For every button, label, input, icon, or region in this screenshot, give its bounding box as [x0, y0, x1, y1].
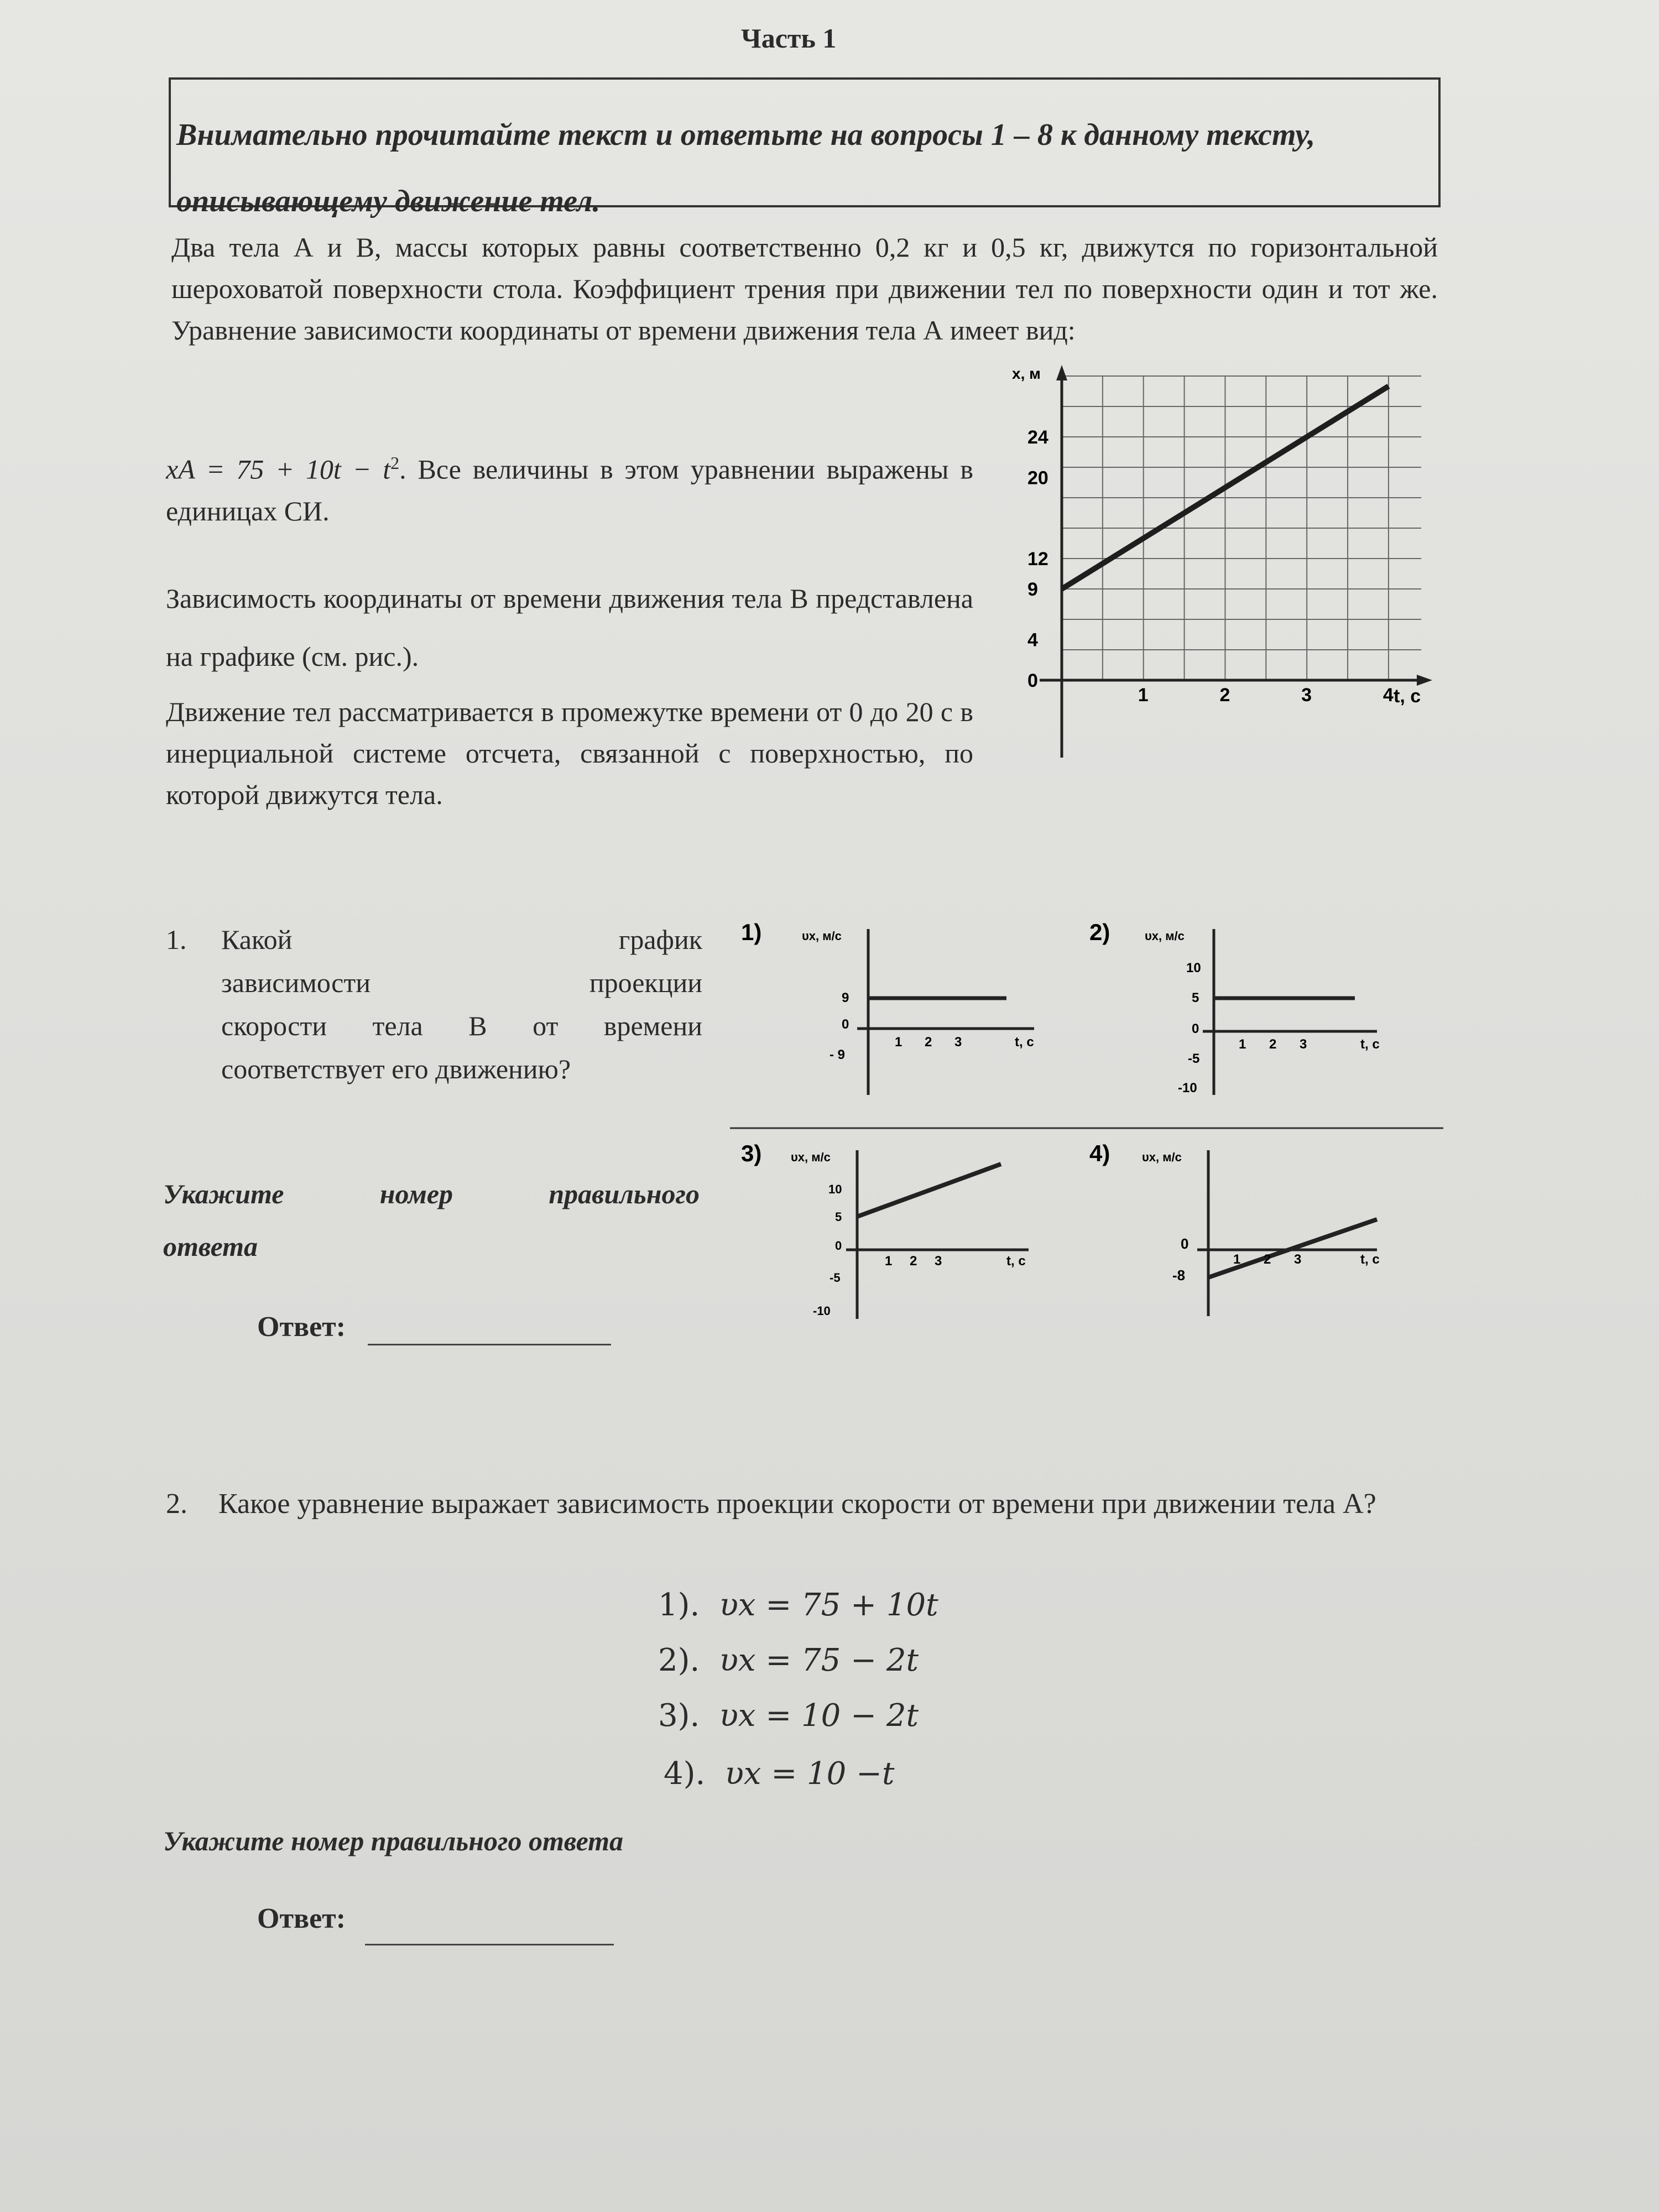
question-2: [166, 1477, 1465, 1532]
question-2-text: Какое уравнение выражает зависимость проекции скорости от времени при движении тела А?: [218, 1488, 1376, 1520]
main-graph-x-arrow: [1417, 675, 1432, 686]
q1-option-1-ytick: - 9: [830, 1047, 846, 1062]
q1-option-4-xtick: 3: [1294, 1252, 1302, 1267]
question-2-option-4: [664, 1756, 895, 1792]
main-graph-xlabel: t, c: [1394, 686, 1421, 707]
q1-option-3-ytick: -10: [813, 1304, 831, 1318]
q1-option-3-xtick: 3: [935, 1254, 942, 1269]
main-graph-y-tick: 4: [1027, 629, 1038, 651]
q1-option-2-ylabel: υx, м/с: [1145, 929, 1185, 943]
q1-option-2-label: 2): [1089, 919, 1110, 945]
main-graph-x-tick: 2: [1219, 685, 1230, 706]
question-2-option-1-equation: υx = 75 + 10t: [719, 1587, 938, 1623]
main-graph-y-tick: 20: [1027, 467, 1048, 489]
q1-option-3-xlabel: t, c: [1006, 1254, 1026, 1269]
q1-option-2-xlabel: t, c: [1360, 1037, 1380, 1052]
q1-option-2-ytick: -5: [1188, 1051, 1200, 1066]
question-2-option-3: [658, 1698, 919, 1734]
question-1-line-1: Какой график: [221, 924, 702, 955]
instruction-box: Внимательно прочитайте текст и ответьте на вопросы 1 – 8 к данному тексту, описывающему движение тел.: [169, 77, 1441, 207]
main-graph-y-tick: 9: [1027, 579, 1038, 600]
main-graph-x-tick: 4: [1383, 685, 1394, 706]
q1-option-1-ytick: 0: [842, 1017, 849, 1032]
q1-option-1-xtick: 2: [925, 1035, 932, 1050]
q1-option-2-ytick: 5: [1192, 990, 1199, 1005]
q1-option-1-graph: [741, 919, 1034, 1095]
main-graph-ylabel: x, м: [1012, 365, 1041, 382]
question-2-option-1: [658, 1587, 938, 1623]
q1-option-1-label: 1): [741, 919, 762, 945]
q1-option-4-xtick: 2: [1264, 1252, 1271, 1267]
question-2-option-4-equation: υx = 10 −t: [724, 1756, 895, 1792]
q1-option-2-ytick: 0: [1192, 1021, 1199, 1036]
equation-line: [166, 442, 973, 532]
q1-option-3-ytick: 5: [835, 1210, 842, 1224]
question-1-hint: Укажите номер правильного: [163, 1178, 700, 1209]
q1-option-1-xtick: 3: [954, 1035, 962, 1050]
q1-option-2-xtick: 2: [1269, 1037, 1277, 1052]
question-1-line-2: зависимости проекции: [221, 967, 702, 998]
question-2-option-1-number: 1).: [658, 1587, 700, 1623]
question-1-answer-field[interactable]: [368, 1344, 611, 1345]
q1-option-1-ylabel: υx, м/с: [802, 929, 842, 943]
question-2-hint: Укажите номер правильного ответа: [163, 1825, 624, 1856]
equation-suffix: . Все величины в этом уравнении выражены в единицах СИ.: [166, 453, 973, 526]
equation-prefix: xA = 75 + 10t − t: [166, 453, 391, 485]
question-1-number: 1.: [166, 924, 187, 955]
main-graph-body-b: [1006, 359, 1504, 780]
question-2-option-2-equation: υx = 75 − 2t: [719, 1642, 919, 1678]
q1-option-1-xtick: 1: [895, 1035, 902, 1050]
q1-option-2-ytick: -10: [1178, 1081, 1197, 1095]
question-2-answer-label: Ответ:: [257, 1903, 346, 1934]
q1-option-4-ytick: 0: [1181, 1235, 1189, 1252]
question-2-option-2: [658, 1642, 919, 1678]
q1-option-3-xtick: 2: [910, 1254, 917, 1269]
main-graph-x-tick: 3: [1301, 685, 1312, 706]
intro-paragraph-4: Движение тел рассматривается в промежутке времени от 0 до 20 с в инерциальной системе отсчета, связанной с поверхностью, по которой движутся тела.: [166, 696, 973, 810]
question-1-line-3: скорости тела В от времени: [221, 1010, 702, 1041]
intro-paragraph-3: Зависимость координаты от времени движения тела В представлена на графике (см. рис.).: [166, 583, 973, 672]
q1-option-3-label: 3): [741, 1140, 762, 1166]
q1-option-2-xtick: 3: [1300, 1037, 1307, 1052]
question-2-option-3-number: 3).: [658, 1698, 700, 1734]
question-1-hint-end: ответа: [163, 1231, 258, 1262]
question-1-answer-label: Ответ:: [257, 1311, 346, 1343]
main-graph-x-tick: 1: [1138, 685, 1149, 706]
q1-option-4-xtick: 1: [1233, 1252, 1241, 1267]
q1-option-3-ytick: 0: [835, 1239, 842, 1253]
main-graph-x-ticks: [1138, 685, 1394, 706]
q1-option-4-label: 4): [1089, 1140, 1110, 1166]
question-2-option-4-number: 4).: [664, 1756, 706, 1792]
q1-option-4-xlabel: t, c: [1360, 1252, 1380, 1267]
q1-option-1-ytick: 9: [842, 990, 849, 1005]
q1-option-4-ylabel: υx, м/с: [1142, 1150, 1182, 1164]
main-graph-y-tick: 12: [1027, 549, 1048, 570]
part-title: Часть 1: [741, 23, 837, 54]
question-2-answer-field[interactable]: [365, 1944, 614, 1945]
q1-option-2-graph: [1089, 919, 1380, 1095]
q1-option-2-ytick: 10: [1186, 961, 1201, 975]
equation-exponent: 2: [390, 453, 400, 473]
q1-option-1-xlabel: t, c: [1015, 1035, 1034, 1050]
question-2-option-2-number: 2).: [658, 1642, 700, 1678]
main-graph-y-tick: 24: [1027, 427, 1048, 448]
q1-option-3-ytick: -5: [830, 1271, 841, 1285]
main-graph-y-arrow: [1056, 365, 1067, 380]
main-graph-y-tick: 0: [1027, 670, 1038, 691]
q1-option-4-ytick: -8: [1172, 1267, 1186, 1284]
q1-option-3-ylabel: υx, м/с: [791, 1150, 831, 1164]
q1-option-graphs: [719, 907, 1449, 1344]
q1-option-3-graph: [741, 1140, 1029, 1319]
question-2-option-3-equation: υx = 10 − 2t: [719, 1698, 919, 1734]
main-graph-y-ticks: [1027, 427, 1048, 691]
question-2-number: 2.: [166, 1488, 187, 1520]
q1-option-4-graph: [1089, 1140, 1380, 1316]
main-graph-grid: [1062, 376, 1421, 680]
question-1-line-4: соответствует его движению?: [221, 1053, 571, 1084]
q1-option-3-series-line: [857, 1164, 1001, 1217]
intro-paragraph-1: Два тела А и В, массы которых равны соответственно 0,2 кг и 0,5 кг, движутся по горизонтальной шероховатой поверхности стола. Коэффициент трения при движении тел по поверхности один и тот же. Уравнение зависимости координаты от времени движения тела А имеет вид:: [171, 232, 1438, 346]
q1-option-3-ytick: 10: [828, 1182, 842, 1196]
question-1: [166, 918, 702, 1091]
q1-option-3-xtick: 1: [885, 1254, 893, 1269]
q1-option-2-xtick: 1: [1239, 1037, 1246, 1052]
